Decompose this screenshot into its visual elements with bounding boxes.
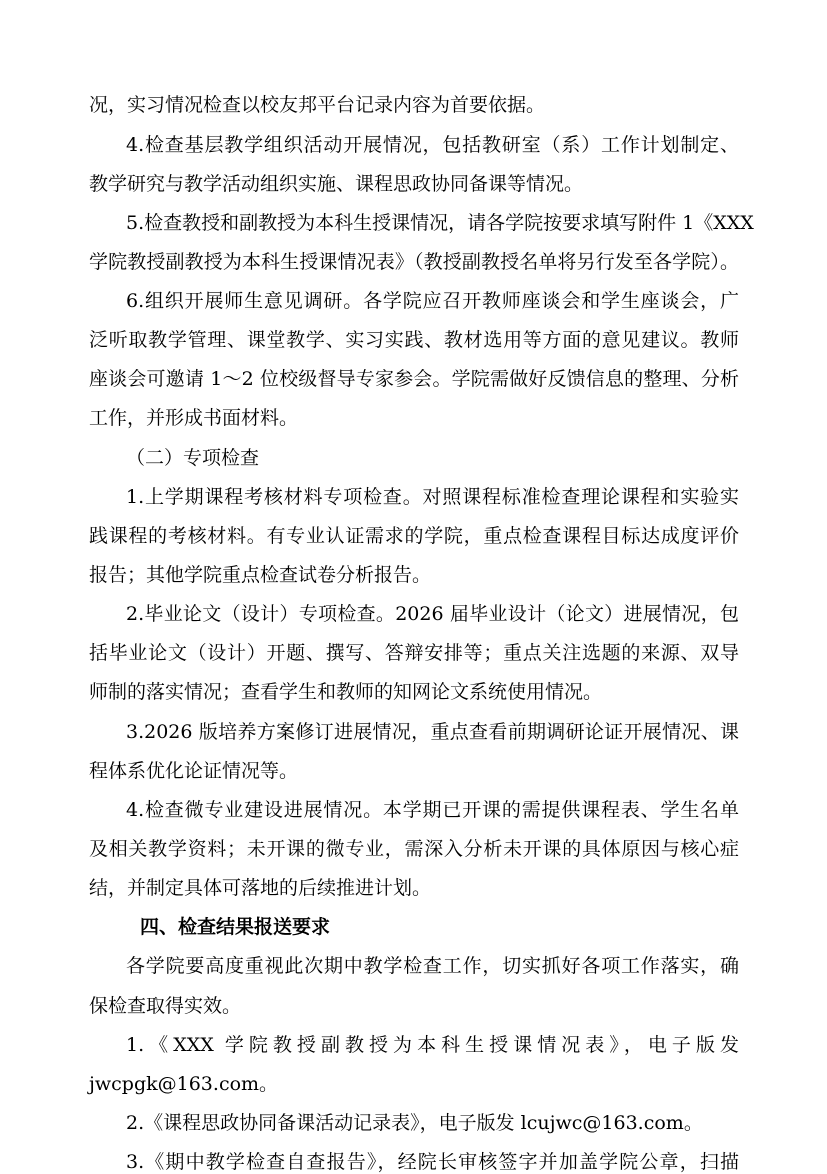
text-line: 各学院要高度重视此次期中教学检查工作，切实抓好各项工作落实，确: [126, 955, 739, 977]
text-line: 践课程的考核材料。有专业认证需求的学院，重点检查课程目标达成度评价: [89, 525, 739, 547]
text-line: 况，实习情况检查以校友邦平台记录内容为首要依据。: [89, 94, 546, 116]
text-line: 4.检查基层教学组织活动开展情况，包括教研室（系）工作计划制定、: [126, 134, 739, 156]
text-line: 师制的落实情况；查看学生和教师的知网论文系统使用情况。: [89, 681, 603, 703]
text-line: 保检查取得实效。: [89, 995, 242, 1017]
text-line: 泛听取教学管理、课堂教学、实习实践、教材选用等方面的意见建议。教师: [89, 329, 739, 351]
section-heading: 四、检查结果报送要求: [140, 916, 331, 938]
text-line: 2.毕业论文（设计）专项检查。2026 届毕业设计（论文）进展情况，包: [126, 603, 739, 625]
text-line: 3.2026 版培养方案修订进展情况，重点查看前期调研论证开展情况、课: [126, 721, 739, 743]
text-line: 报告；其他学院重点检查试卷分析报告。: [89, 564, 432, 586]
text-line: 学院教授副教授为本科生授课情况表》（教授副教授名单将另行发至各学院）。: [89, 251, 739, 273]
text-line: 工作，并形成书面材料。: [89, 407, 299, 429]
text-line: 4.检查微专业建设进展情况。本学期已开课的需提供课程表、学生名单: [126, 799, 739, 821]
text-line: 程体系优化论证情况等。: [89, 760, 299, 782]
text-line: 教学研究与教学活动组织实施、课程思政协同备课等情况。: [89, 173, 584, 195]
text-line: 及相关教学资料；未开课的微专业，需深入分析未开课的具体原因与核心症: [89, 838, 739, 860]
text-line: 括毕业论文（设计）开题、撰写、答辩安排等；重点关注选题的来源、双导: [89, 642, 739, 664]
text-line: 2.《课程思政协同备课活动记录表》，电子版发 lcujwc@163.com。: [126, 1112, 703, 1134]
text-line: 座谈会可邀请 1～2 位校级督导专家参会。学院需做好反馈信息的整理、分析: [89, 368, 739, 390]
text-line: 6.组织开展师生意见调研。各学院应召开教师座谈会和学生座谈会，广: [126, 290, 739, 312]
text-line: 1.上学期课程考核材料专项检查。对照课程标准检查理论课程和实验实: [126, 486, 739, 508]
text-line: 5.检查教授和副教授为本科生授课情况，请各学院按要求填写附件 1《XXX: [126, 212, 754, 234]
text-line: jwcpgk@163.com。: [89, 1073, 279, 1095]
section-heading: （二）专项检查: [126, 447, 260, 469]
text-line: 结，并制定具体可落地的后续推进计划。: [89, 877, 432, 899]
text-line: 3.《期中教学检查自查报告》，经院长审核签字并加盖学院公章，扫描: [126, 1151, 739, 1173]
text-line: 1.《XXX 学院教授副教授为本科生授课情况表》，电子版发: [126, 1034, 739, 1056]
